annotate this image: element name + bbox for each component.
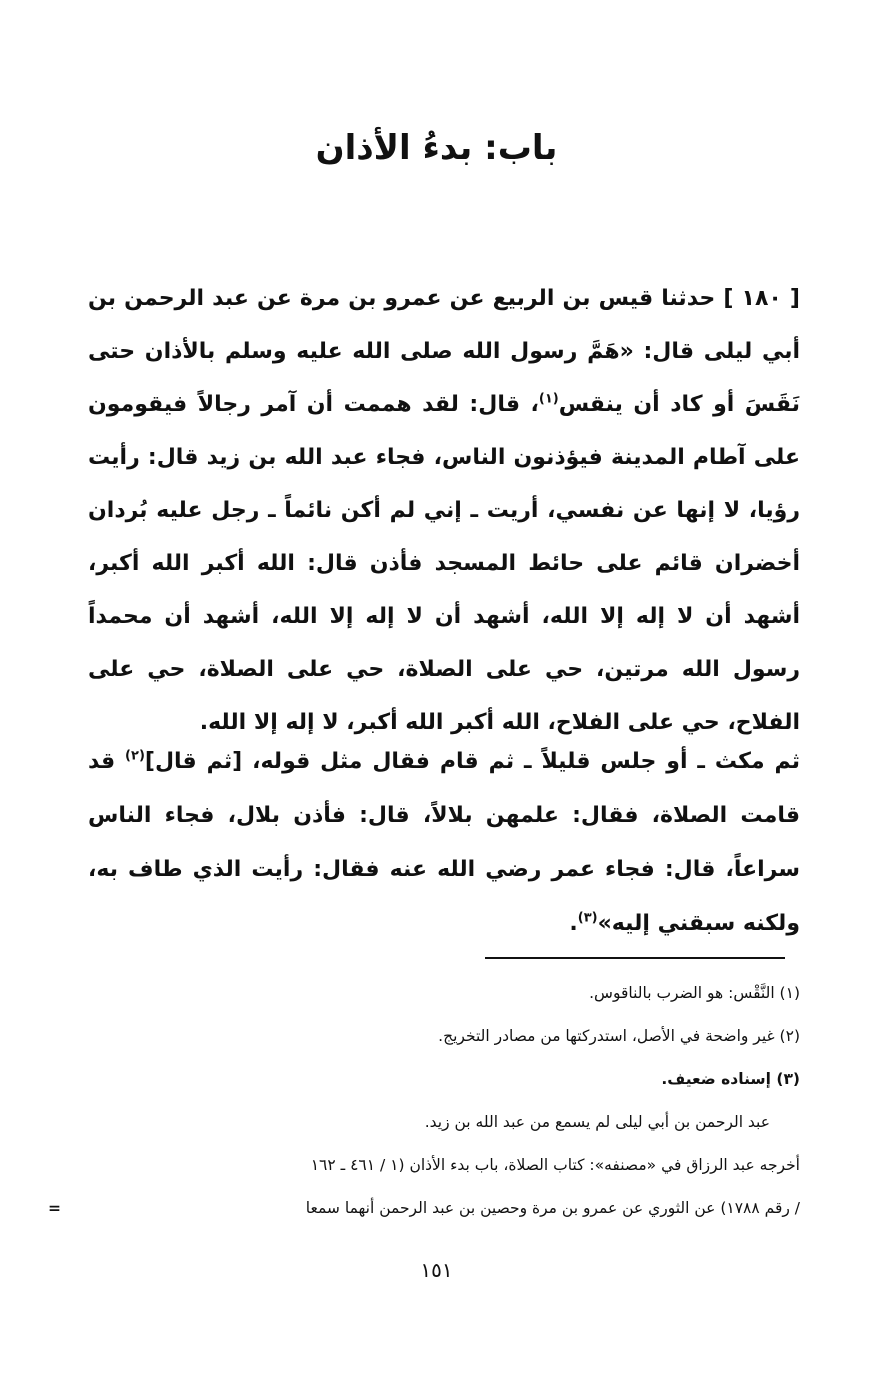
footnote-divider	[485, 957, 785, 959]
footnote-ref-1[interactable]: (١)	[538, 391, 559, 407]
footnotes-list	[48, 972, 800, 1230]
hadith-number: [ ١٨٠ ]	[723, 286, 800, 311]
footnote-3-line-3-text: / رقم ١٧٨٨) عن الثوري عن عمرو بن مرة وحصين بن عبد الرحمن أنهما سمعا	[305, 1199, 800, 1217]
hadith-text-2b: قد قامت الصلاة، فقال: علمهن بلالاً، قال: فأذن بلال، فجاء الناس سراعاً، قال: فجاء عمر رضي الله عنه فقال: رأيت الذي طاف به، ولكنه سبقني إليه»	[88, 749, 800, 936]
hadith-text-2a: ثم مكث ـ أو جلس قليلاً ـ ثم قام فقال مثل قوله، [ثم قال]	[144, 749, 800, 774]
hadith-paragraph-2	[88, 735, 800, 951]
footnote-2: (٢) غير واضحة في الأصل، استدركتها من مصادر التخريج.	[438, 1027, 800, 1045]
continuation-mark: =	[48, 1199, 61, 1217]
chapter-title: باب: بدءُ الأذان	[315, 128, 558, 168]
footnote-3-line-1: عبد الرحمن بن أبي ليلى لم يسمع من عبد الله بن زيد.	[424, 1113, 770, 1131]
page-number: ١٥١	[420, 1258, 453, 1282]
footnote-3-line-2: أخرجه عبد الرزاق في «مصنفه»: كتاب الصلاة، باب بدء الأذان (١ / ٤٦١ ـ ١٦٢	[310, 1156, 800, 1174]
hadith-text-1a: حدثنا قيس بن الربيع عن عمرو بن مرة عن عبد الرحمن بن أبي ليلى قال: «هَمَّ رسول الله صلى الله عليه وسلم بالأذان حتى نَقَسَ أو كاد أن ينقس	[88, 286, 800, 417]
footnote-1: (١) النَّقْس: هو الضرب بالناقوس.	[589, 984, 800, 1002]
hadith-text-2-end: .	[569, 911, 578, 936]
hadith-paragraph-1	[88, 272, 800, 749]
footnote-3-line-3	[48, 1187, 800, 1230]
footnote-ref-2[interactable]: (٢)	[125, 748, 145, 764]
footnote-ref-3[interactable]: (٣)	[577, 910, 598, 926]
hadith-text-1b: ، قال: لقد هممت أن آمر رجالاً فيقومون على آطام المدينة فيؤذنون الناس، فجاء عبد الله بن زيد قال: رأيت رؤيا، لا إنها عن نفسي، أريت ـ إني لم أكن نائماً ـ رجل عليه بُردان أخضران قائم على حائط المسجد فأذن قال: الله أكبر الله أكبر، أشهد أن لا إله إلا الله، أشهد أن لا إله إلا الله، أشهد أن محمداً رسول الله مرتين، حي على الصلاة، حي على الصلاة، حي على الفلاح، حي على الفلاح، الله أكبر الله أكبر، لا إله إلا الله.	[88, 392, 800, 735]
footnote-3: (٣) إسناده ضعيف.	[661, 1070, 800, 1088]
